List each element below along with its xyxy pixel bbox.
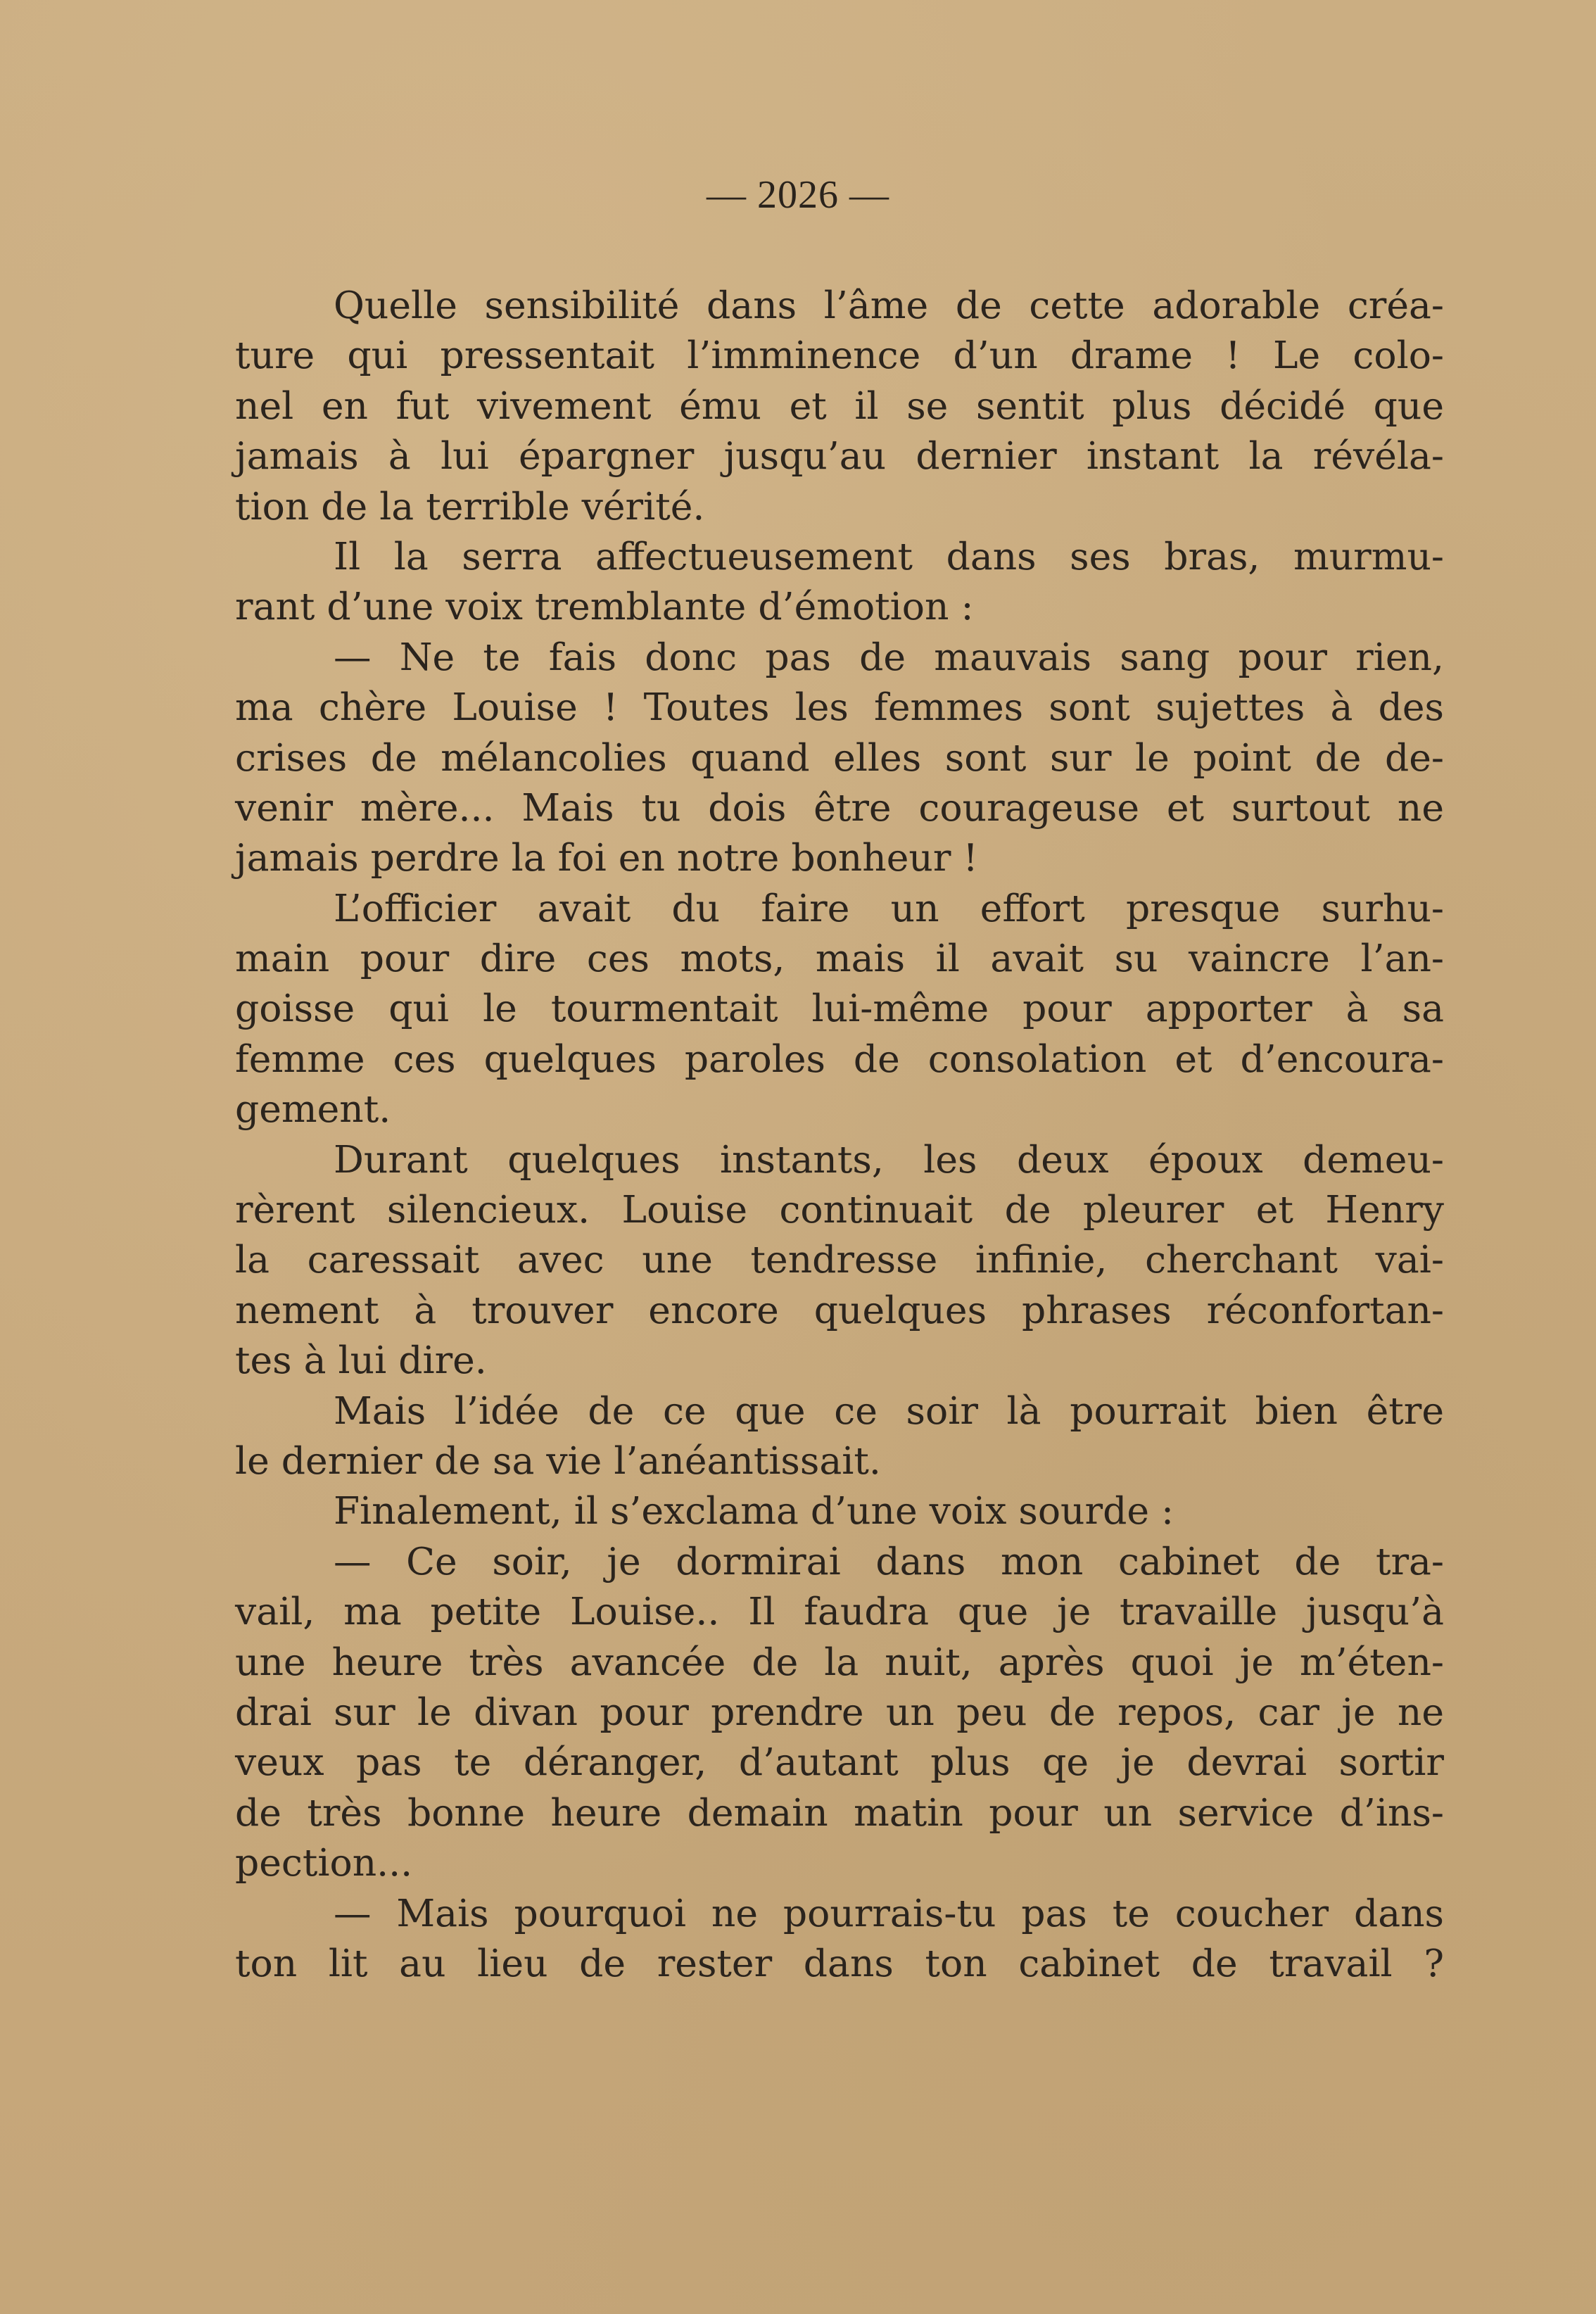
text-line: crises de mélancolies quand elles sont sur le point de de- — [235, 735, 1444, 780]
text-line: — Mais pourquoi ne pourrais-tu pas te coucher dans — [334, 1890, 1444, 1935]
text-line: une heure très avancée de la nuit, après quoi je m’éten- — [235, 1639, 1444, 1684]
text-line: goisse qui le tourmentait lui-même pour apporter à sa — [235, 986, 1444, 1031]
text-line: ton lit au lieu de rester dans ton cabinet de travail ? — [235, 1940, 1444, 1985]
text-line: — Ne te fais donc pas de mauvais sang pour rien, — [334, 634, 1444, 679]
text-line: L’officier avait du faire un effort presque surhu- — [334, 885, 1444, 930]
text-line: veux pas te déranger, d’autant plus qe je devrai sortir — [235, 1740, 1444, 1785]
text-line: pection... — [235, 1840, 413, 1885]
text-line: ture qui pressentait l’imminence d’un drame ! Le colo- — [235, 333, 1444, 378]
text-line: femme ces quelques paroles de consolation et d’encoura- — [235, 1036, 1444, 1081]
text-line: tes à lui dire. — [235, 1338, 487, 1383]
text-line: — Ce soir, je dormirai dans mon cabinet de tra- — [334, 1538, 1444, 1583]
text-line: vail, ma petite Louise.. Il faudra que je travaille jusqu’à — [235, 1589, 1444, 1634]
text-line: jamais perdre la foi en notre bonheur ! — [235, 835, 978, 880]
text-line: ma chère Louise ! Toutes les femmes sont sujettes à des — [235, 685, 1444, 730]
text-line: rèrent silencieux. Louise continuait de pleurer et Henry — [235, 1187, 1444, 1232]
text-line: Durant quelques instants, les deux époux demeu- — [334, 1137, 1444, 1182]
text-line: Quelle sensibilité dans l’âme de cette adorable créa- — [334, 283, 1444, 327]
text-line: Finalement, il s’exclama d’une voix sourde : — [334, 1488, 1174, 1534]
text-line: venir mère... Mais tu dois être courageuse et surtout ne — [235, 785, 1444, 830]
page-number: — 2026 — — [707, 173, 889, 217]
text-line: la caressait avec une tendresse infinie, cherchant vai- — [235, 1237, 1444, 1282]
text-line: nement à trouver encore quelques phrases réconfortan- — [235, 1287, 1444, 1332]
text-line: tion de la terrible vérité. — [235, 483, 705, 529]
text-line: de très bonne heure demain matin pour un service d’ins- — [235, 1790, 1444, 1835]
text-line: le dernier de sa vie l’anéantissait. — [235, 1438, 881, 1483]
text-line: drai sur le divan pour prendre un peu de repos, car je ne — [235, 1689, 1444, 1734]
text-line: rant d’une voix tremblante d’émotion : — [235, 584, 974, 629]
text-line: Il la serra affectueusement dans ses bras, murmu- — [334, 533, 1444, 578]
text-line: nel en fut vivement ému et il se sentit plus décidé que — [235, 383, 1444, 428]
text-line: jamais à lui épargner jusqu’au dernier instant la révéla- — [235, 434, 1444, 479]
text-line: main pour dire ces mots, mais il avait su vaincre l’an- — [235, 936, 1444, 981]
text-line: Mais l’idée de ce que ce soir là pourrait bien être — [334, 1388, 1444, 1433]
text-line: gement. — [235, 1087, 391, 1132]
body-text — [235, 280, 1444, 1988]
